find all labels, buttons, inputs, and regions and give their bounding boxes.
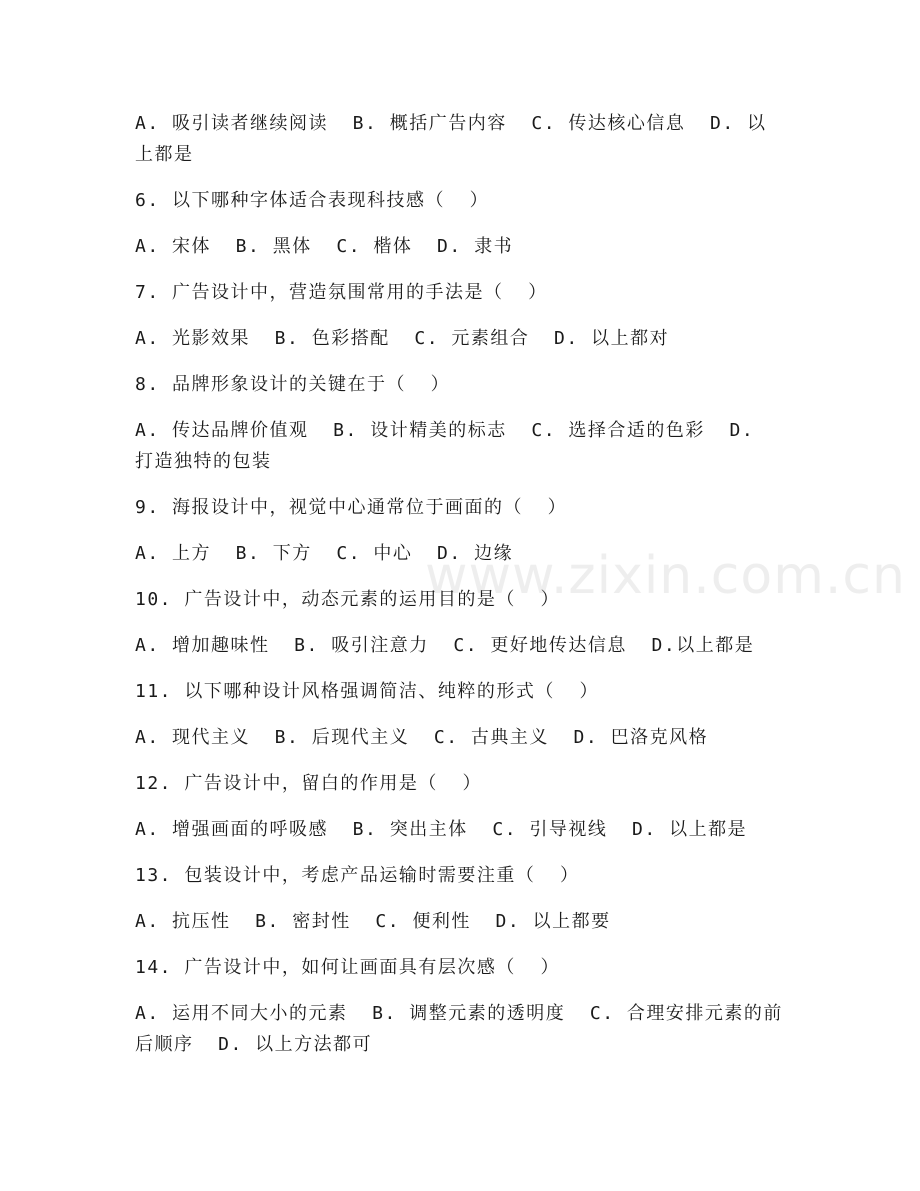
options-line: A. 传达品牌价值观 B. 设计精美的标志 C. 选择合适的色彩 D. 打造独特的包装 [135, 420, 767, 472]
question-line: 9. 海报设计中，视觉中心通常位于画面的（ ） [135, 497, 568, 518]
question-line: 7. 广告设计中，营造氛围常用的手法是（ ） [135, 282, 548, 303]
options-line: A. 抗压性 B. 密封性 C. 便利性 D. 以上都要 [135, 911, 611, 932]
options-line: A. 增加趣味性 B. 吸引注意力 C. 更好地传达信息 D.以上都是 [135, 635, 755, 656]
question-line: 13. 包装设计中，考虑产品运输时需要注重（ ） [135, 865, 580, 886]
options-line: A. 增强画面的呼吸感 B. 突出主体 C. 引导视线 D. 以上都是 [135, 819, 748, 840]
watermark: www.zixin.com.cn [425, 546, 906, 606]
options-line: A. 运用不同大小的元素 B. 调整元素的透明度 C. 合理安排元素的前后顺序 D. 以上方法都可 [135, 1003, 783, 1055]
question-line: 14. 广告设计中，如何让画面具有层次感（ ） [135, 957, 561, 978]
question-line: 10. 广告设计中，动态元素的运用目的是（ ） [135, 589, 561, 610]
question-line: 11. 以下哪种设计风格强调简洁、纯粹的形式（ ） [135, 681, 600, 702]
question-line: 6. 以下哪种字体适合表现科技感（ ） [135, 190, 490, 211]
options-line: A. 上方 B. 下方 C. 中心 D. 边缘 [135, 543, 514, 564]
options-line: A. 现代主义 B. 后现代主义 C. 古典主义 D. 巴洛克风格 [135, 727, 709, 748]
question-list [135, 108, 785, 1075]
options-line: A. 宋体 B. 黑体 C. 楷体 D. 隶书 [135, 236, 514, 257]
options-line: A. 光影效果 B. 色彩搭配 C. 元素组合 D. 以上都对 [135, 328, 670, 349]
options-line: A. 吸引读者继续阅读 B. 概括广告内容 C. 传达核心信息 D. 以上都是 [135, 113, 767, 165]
question-line: 12. 广告设计中，留白的作用是（ ） [135, 773, 483, 794]
question-line: 8. 品牌形象设计的关键在于（ ） [135, 374, 451, 395]
